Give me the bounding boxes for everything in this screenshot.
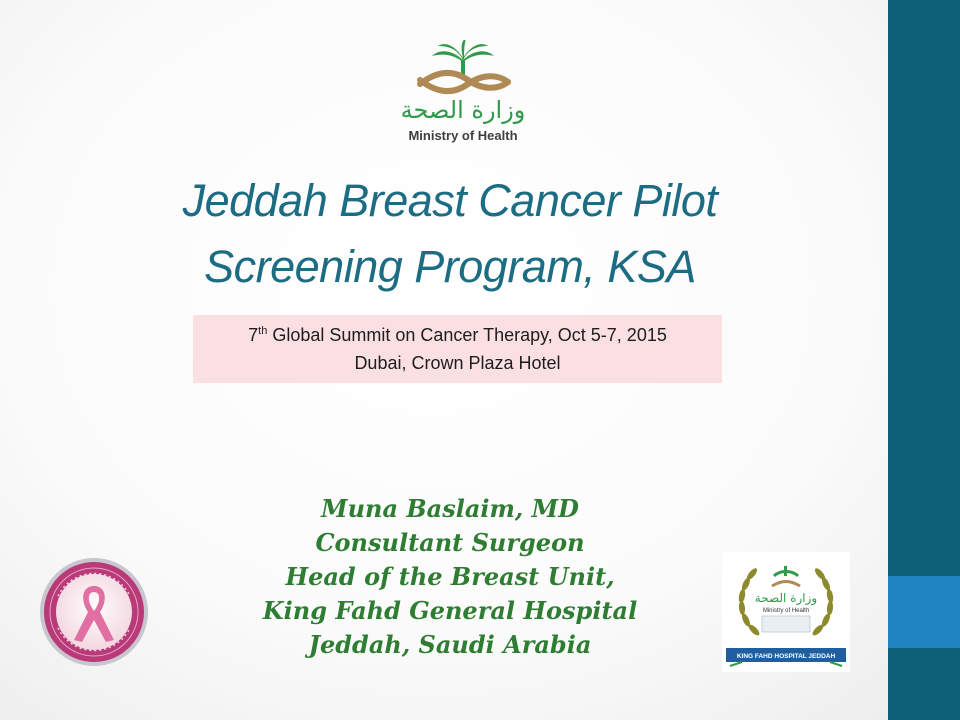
event-line-2: Dubai, Crown Plaza Hotel <box>354 353 561 373</box>
event-ordinal-number: 7 <box>248 325 259 345</box>
event-line-1 <box>193 321 722 349</box>
event-ordinal-suffix: th <box>258 325 268 337</box>
moh-english-name: Ministry of Health <box>408 128 518 143</box>
moh-arabic-name: وزارة الصحة <box>400 96 526 124</box>
title-line-2: Screening Program, KSA <box>204 241 696 292</box>
king-fahd-hospital-logo <box>722 552 850 672</box>
presenter-position: Head of the Breast Unit, <box>285 562 615 591</box>
presenter-role: Consultant Surgeon <box>315 528 585 557</box>
presenter-block <box>140 492 760 662</box>
right-sidebar-accent <box>888 576 960 648</box>
presenter-name: Muna Baslaim, MD <box>321 494 579 523</box>
slide-title <box>100 168 800 300</box>
screening-program-badge <box>38 556 150 668</box>
presenter-hospital: King Fahd General Hospital <box>262 596 638 625</box>
presenter-location: Jeddah, Saudi Arabia <box>308 630 592 659</box>
hospital-logo-moh-arabic: وزارة الصحة <box>754 591 818 605</box>
title-line-1: Jeddah Breast Cancer Pilot <box>182 175 718 226</box>
event-info-box <box>193 315 722 383</box>
hospital-logo-moh-english: Ministry of Health <box>762 608 810 614</box>
event-title: Global Summit on Cancer Therapy, Oct 5-7, 2015 <box>267 325 667 345</box>
ministry-of-health-logo <box>398 40 528 150</box>
palm-swords-emblem-icon <box>398 40 528 100</box>
hospital-logo-name: KING FAHD HOSPITAL JEDDAH <box>736 653 836 660</box>
